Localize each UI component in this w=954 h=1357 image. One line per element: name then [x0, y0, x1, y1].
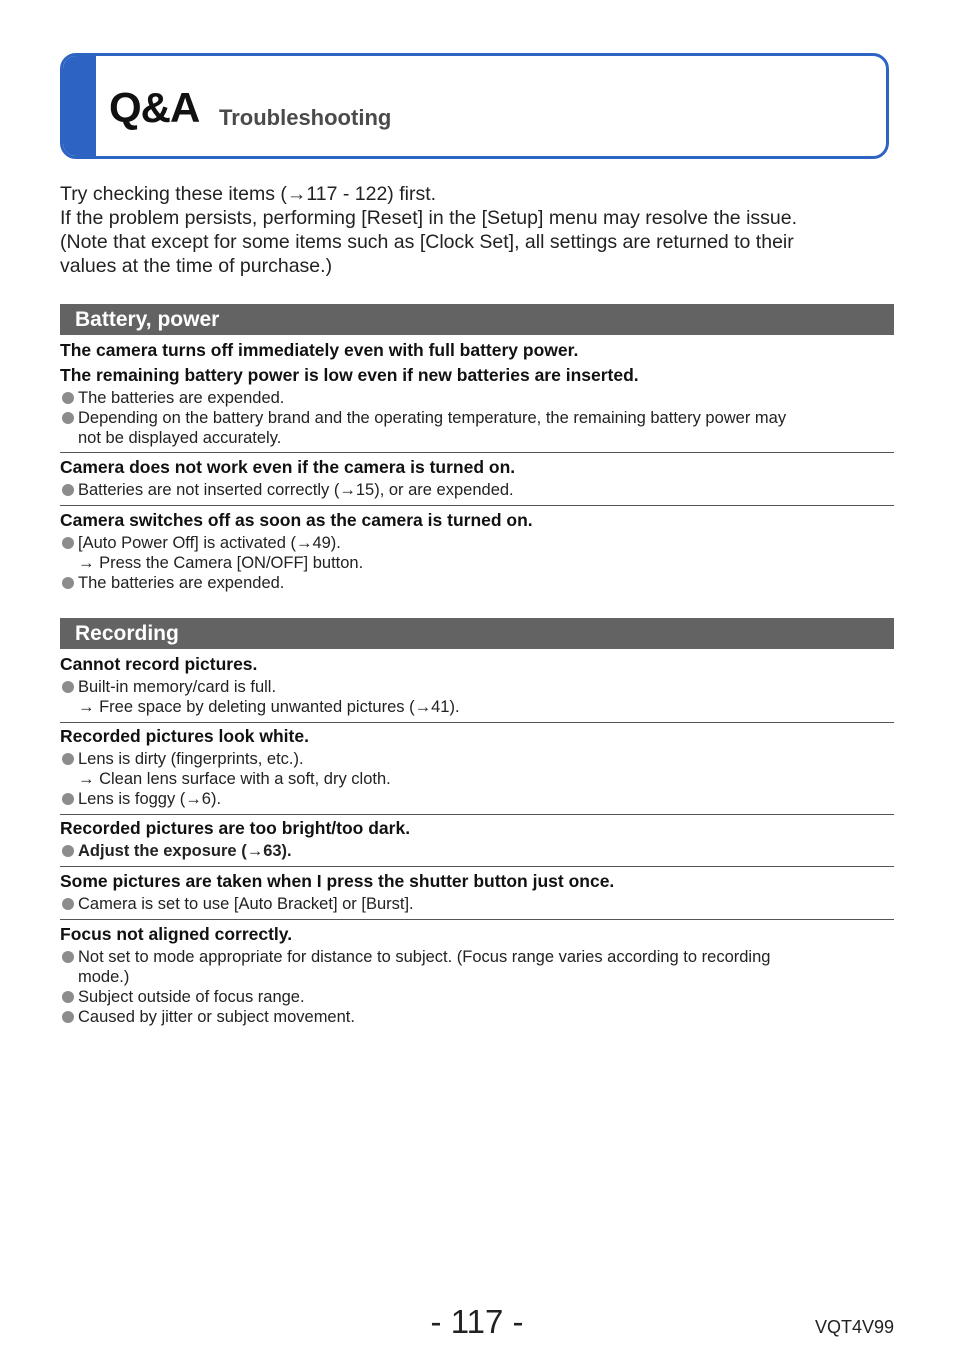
- question: Cannot record pictures.: [60, 654, 258, 674]
- answer-item: The batteries are expended.: [60, 388, 894, 408]
- answer-item: Batteries are not inserted correctly (→15), or are expended.: [60, 480, 894, 500]
- answer-item: Built-in memory/card is full.: [60, 677, 894, 697]
- answer-continuation: mode.): [78, 968, 130, 986]
- intro-line: Try checking these items (→117 - 122) first.: [60, 183, 437, 205]
- answer-item: Depending on the battery brand and the operating temperature, the remaining battery power may: [60, 408, 894, 428]
- bullet-icon: [62, 1011, 74, 1023]
- divider: [60, 814, 894, 815]
- qa-entry: [60, 338, 894, 448]
- question: Focus not aligned correctly.: [60, 924, 293, 944]
- question: Camera does not work even if the camera is turned on.: [60, 457, 516, 477]
- bullet-icon: [62, 991, 74, 1003]
- question: Recorded pictures are too bright/too dark.: [60, 818, 411, 838]
- divider: [60, 722, 894, 723]
- divider: [60, 452, 894, 453]
- bullet-icon: [62, 951, 74, 963]
- divider: [60, 919, 894, 920]
- answer-item: Adjust the exposure (→63).: [60, 841, 894, 861]
- answer-item: Lens is foggy (→6).: [60, 789, 894, 809]
- page-title: Q&A: [109, 84, 200, 131]
- answer-item: Caused by jitter or subject movement.: [60, 1007, 894, 1027]
- bullet-icon: [62, 898, 74, 910]
- qa-entry: [60, 652, 894, 717]
- intro-text: [60, 182, 900, 278]
- page-subtitle: Troubleshooting: [219, 105, 392, 130]
- question: The camera turns off immediately even with full battery power.: [60, 340, 579, 360]
- bullet-icon: [62, 412, 74, 424]
- qa-entry: [60, 869, 894, 914]
- section-header-battery: Battery, power: [60, 304, 894, 335]
- answer-item: Not set to mode appropriate for distance to subject. (Focus range varies according to recording: [60, 947, 894, 967]
- answer-item: Camera is set to use [Auto Bracket] or [Burst].: [60, 894, 894, 914]
- bullet-icon: [62, 793, 74, 805]
- intro-line: (Note that except for some items such as [Clock Set], all settings are returned to their: [60, 231, 794, 253]
- intro-line: If the problem persists, performing [Reset] in the [Setup] menu may resolve the issue.: [60, 207, 798, 229]
- page-number: - 117 -: [430, 1303, 524, 1340]
- bullet-icon: [62, 392, 74, 404]
- question: The remaining battery power is low even if new batteries are inserted.: [60, 365, 639, 385]
- bullet-icon: [62, 484, 74, 496]
- qa-entry: [60, 816, 894, 861]
- section-header-recording: Recording: [60, 618, 894, 649]
- bullet-icon: [62, 845, 74, 857]
- answer-item: The batteries are expended.: [60, 573, 894, 593]
- qa-entry: [60, 724, 894, 809]
- intro-line: values at the time of purchase.): [60, 255, 333, 277]
- header-accent-bar: [63, 56, 96, 156]
- question: Camera switches off as soon as the camera is turned on.: [60, 510, 533, 530]
- divider: [60, 866, 894, 867]
- bullet-icon: [62, 681, 74, 693]
- qa-entry: [60, 508, 894, 593]
- answer-item: [Auto Power Off] is activated (→49).: [60, 533, 894, 553]
- answer-action: → Press the Camera [ON/OFF] button.: [78, 554, 364, 572]
- qa-entry: [60, 455, 894, 500]
- answer-continuation: not be displayed accurately.: [78, 429, 282, 447]
- bullet-icon: [62, 753, 74, 765]
- answer-action: → Clean lens surface with a soft, dry cloth.: [78, 770, 391, 788]
- question: Recorded pictures look white.: [60, 726, 309, 746]
- answer-action: → Free space by deleting unwanted pictures (→41).: [78, 698, 460, 716]
- question: Some pictures are taken when I press the shutter button just once.: [60, 871, 615, 891]
- answer-item: Lens is dirty (fingerprints, etc.).: [60, 749, 894, 769]
- answer-item: Subject outside of focus range.: [60, 987, 894, 1007]
- model-code: VQT4V99: [814, 1317, 894, 1337]
- qa-entry: [60, 922, 894, 1027]
- bullet-icon: [62, 577, 74, 589]
- page-header: [60, 53, 889, 159]
- divider: [60, 505, 894, 506]
- bullet-icon: [62, 537, 74, 549]
